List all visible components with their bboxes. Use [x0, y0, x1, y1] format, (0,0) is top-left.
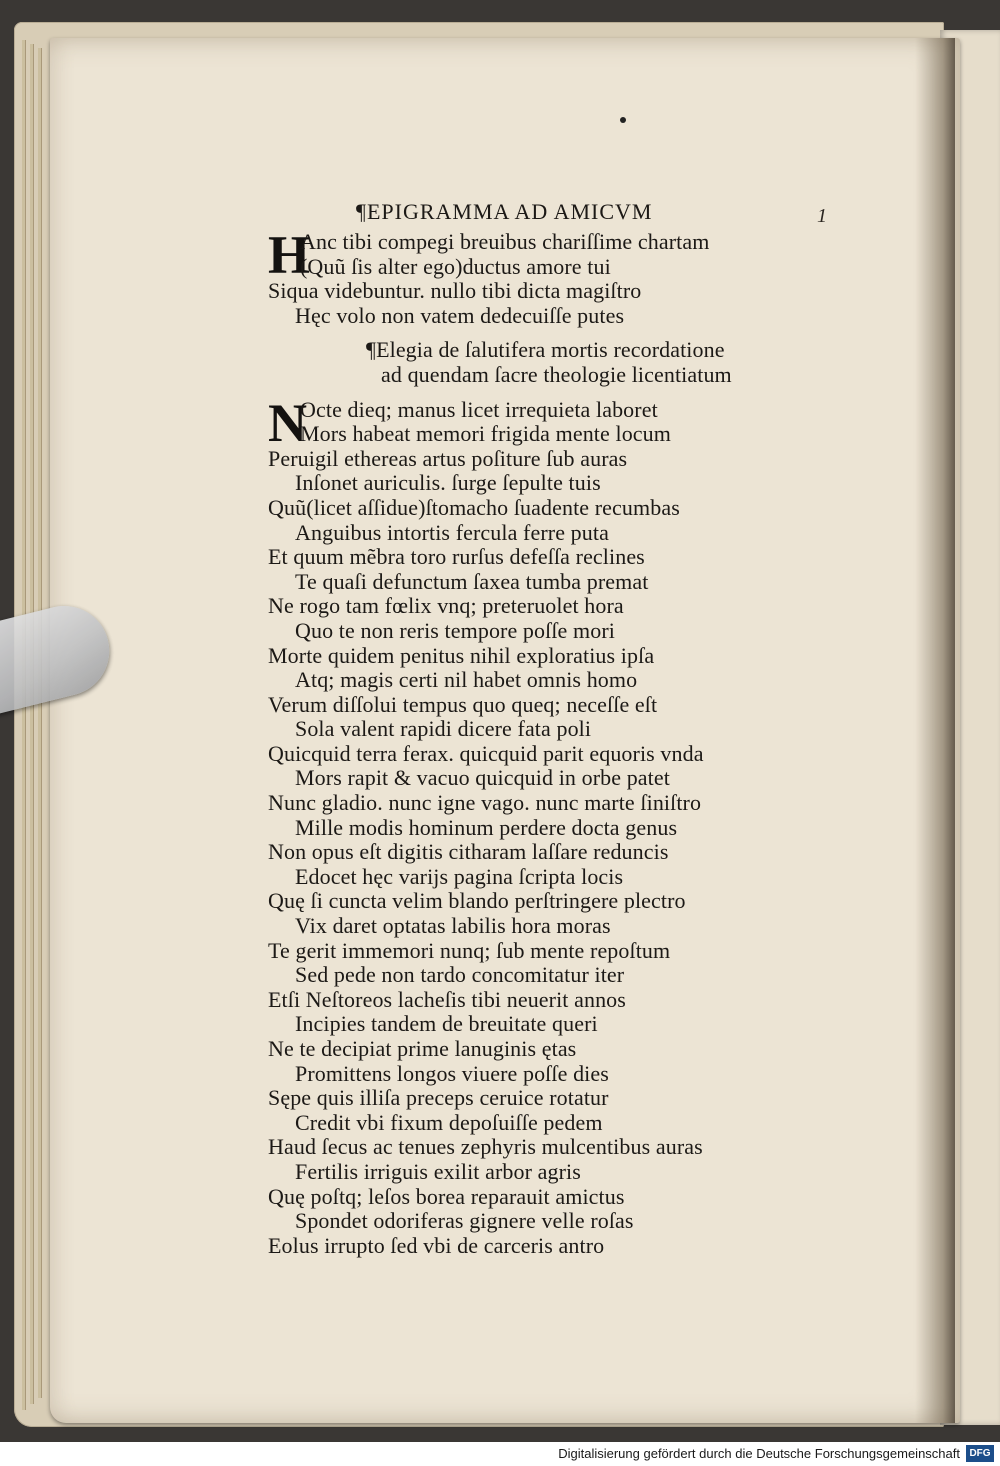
elegy-heading-line: ¶Elegia de ſalutifera mortis recordatione	[366, 337, 725, 363]
verse-line: Sola valent rapidi dicere fata poli	[295, 716, 592, 742]
verse-line: Anc tibi compegi breuibus chariſſime chartam	[300, 229, 710, 254]
elegy-initial-block	[268, 392, 828, 453]
verse-line: Hęc volo non vatem dedecuiſſe putes	[295, 302, 625, 328]
verse-line: Verum diſſolui tempus quo queq; neceſſe eſt	[268, 691, 658, 717]
footer-bar	[0, 1442, 1000, 1466]
verse-line: Te gerit immemori nunq; ſub mente repoſtum	[268, 937, 671, 963]
epigram-initial-letter: H	[268, 225, 311, 285]
verse-line: Ne te decipiat prime lanuginis ętas	[268, 1036, 577, 1061]
verse-line: Sępe quis illiſa preceps ceruice rotatur	[268, 1085, 609, 1111]
book-gutter	[915, 38, 955, 1423]
folio-mark: 1	[817, 205, 827, 227]
page-edge-line	[30, 44, 34, 1404]
verse-line: Spondet odoriferas gignere velle roſas	[295, 1208, 634, 1234]
epigram-heading: ¶EPIGRAMMA AD AMICVM	[356, 199, 653, 224]
elegy-verse-list	[268, 447, 828, 1259]
verse-line: Vix daret optatas labilis hora moras	[295, 913, 611, 939]
page-edge-line	[22, 40, 26, 1410]
verse-line: Promittens longos viuere poſſe dies	[295, 1060, 609, 1086]
verse-line: Incipies tandem de breuitate queri	[295, 1011, 598, 1037]
verse-line: Quę ſi cuncta velim blando perſtringere plectro	[268, 888, 686, 914]
dfg-logo: DFG	[966, 1445, 994, 1462]
verse-line: Mille modis hominum perdere docta genus	[295, 814, 678, 840]
verse-line: Eolus irrupto ſed vbi de carceris antro	[268, 1232, 605, 1258]
verse-line: Fertilis irriguis exilit arbor agris	[295, 1158, 581, 1184]
verse-line: Peruigil ethereas artus poſiture ſub auras	[268, 445, 628, 471]
verse-line: Quicquid terra ferax. quicquid parit equoris vnda	[268, 740, 704, 766]
verse-line: Inſonet auriculis. ſurge ſepulte tuis	[295, 470, 601, 496]
verse-line: Octe dieq; manus licet irrequieta laboret	[300, 396, 658, 422]
verse-line: Nunc gladio. nunc igne vago. nunc marte ſiniſtro	[268, 790, 702, 816]
verse-line: Morte quidem penitus nihil exploratius ipſa	[268, 642, 655, 668]
verse-line: Quę poſtq; leſos borea reparauit amictus	[268, 1183, 625, 1209]
elegy-heading-line: ad quendam ſacre theologie licentiatum	[381, 361, 732, 387]
verse-line: Haud ſecus ac tenues zephyris mulcentibus auras	[268, 1134, 703, 1160]
verse-line: Quo te non reris tempore poſſe mori	[295, 617, 615, 643]
verse-line: Etſi Neſtoreos lacheſis tibi neuerit annos	[268, 986, 626, 1012]
ink-dot	[620, 117, 626, 123]
verse-line: Siqua videbuntur. nullo tibi dicta magiſtro	[268, 278, 642, 304]
verse-line: Atq; magis certi nil habet omnis homo	[295, 667, 638, 693]
footer-credit: Digitalisierung gefördert durch die Deutsche Forschungsgemeinschaft	[558, 1446, 960, 1461]
verse-line: Quũ(licet aſſidue)ſtomacho ſuadente recumbas	[268, 494, 680, 520]
epigram-initial-block	[268, 225, 828, 285]
verse-line: Credit vbi fixum depoſuiſſe pedem	[295, 1109, 603, 1135]
verse-line: Mors rapit & vacuo quicquid in orbe patet	[295, 765, 670, 791]
verse-line: (Quũ ſis alter ego)ductus amore tui	[300, 253, 611, 279]
verse-line: Ne rogo tam fœlix vnq; preteruolet hora	[268, 593, 624, 619]
printed-text-block	[268, 200, 828, 1258]
page-edge-line	[38, 48, 42, 1398]
verse-line: Sed pede non tardo concomitatur iter	[295, 962, 625, 988]
verse-line: Non opus eſt digitis citharam laſſare reduncis	[268, 839, 669, 865]
verse-line: Anguibus intortis fercula ferre puta	[295, 519, 609, 545]
verse-line: Mors habeat memori frigida mente locum	[300, 421, 671, 447]
verse-line: Et quum mẽbra toro rurſus defeſſa reclines	[268, 544, 645, 570]
verse-line: Edocet hęc varijs pagina ſcripta locis	[295, 863, 624, 889]
verse-line: Te quaſi defunctum ſaxea tumba premat	[295, 568, 649, 594]
elegy-initial-letter: N	[268, 392, 308, 453]
